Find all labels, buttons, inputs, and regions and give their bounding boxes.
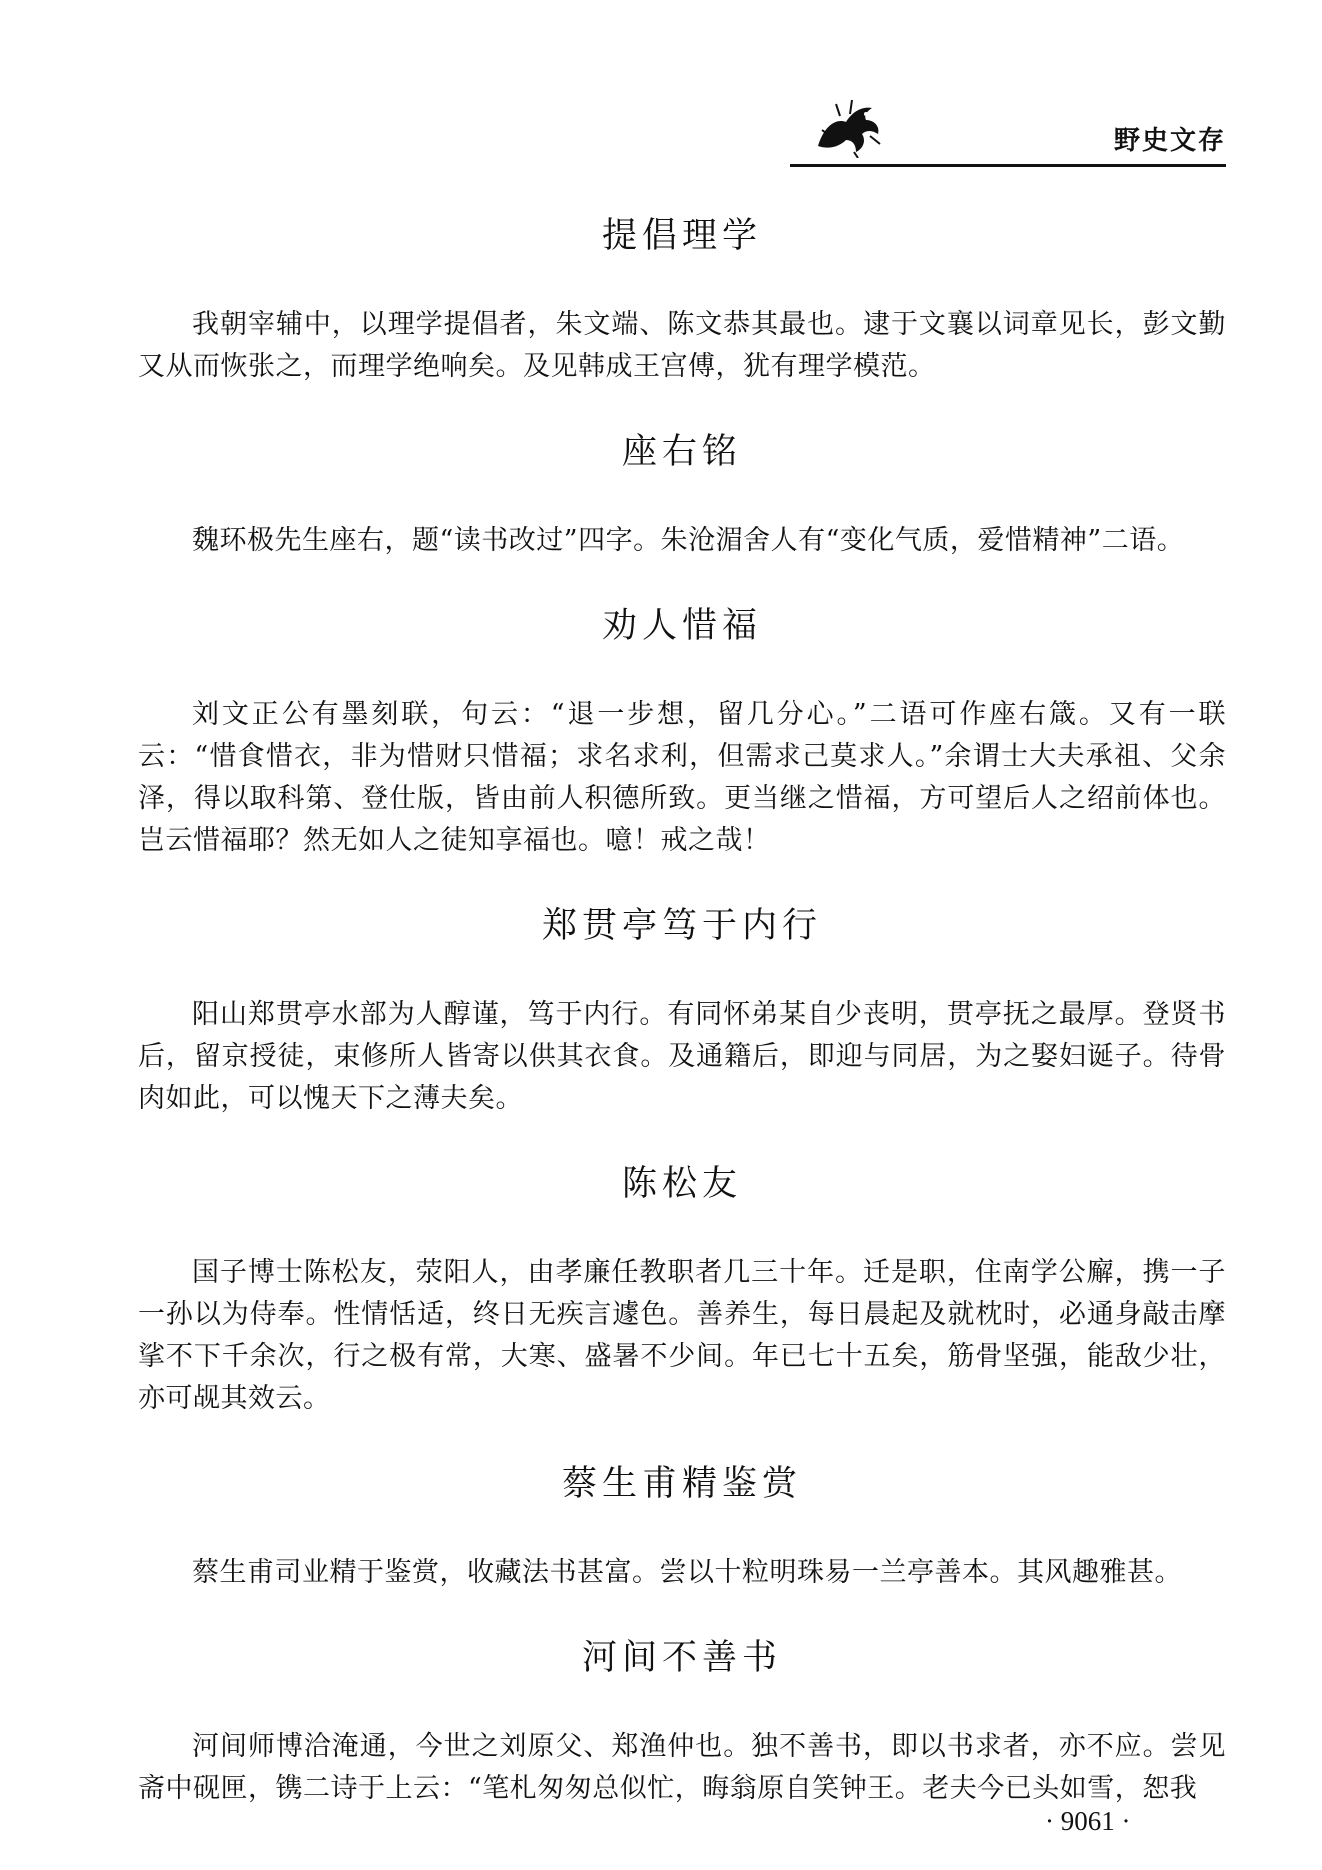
header-rule (790, 164, 1226, 167)
section-title: 提倡理学 (601, 216, 762, 256)
series-title: 野史文存 (1113, 126, 1226, 156)
section-title: 劝人惜福 (601, 606, 762, 646)
page-number: · 9061 · (1045, 1806, 1131, 1836)
section-title: 蔡生甫精鉴赏 (561, 1464, 802, 1504)
article-body (138, 214, 1226, 1852)
section-paragraph: 魏环极先生座右，题“读书改过”四字。朱沧湄舍人有“变化气质，爱惜精神”二语。 (192, 525, 1185, 556)
section-paragraph: 阳山郑贯亭水部为人醇谨，笃于内行。有同怀弟某自少丧明，贯亭抚之最厚。登贤书后，留京授徒，束修所人皆寄以供其衣食。及通籍后，即迎与同居，为之娶妇诞子。待骨肉如此，可以愧天下之薄夫矣。 (138, 999, 1226, 1114)
section-title: 陈松友 (621, 1164, 742, 1204)
section-paragraph: 我朝宰辅中，以理学提倡者，朱文端、陈文恭其最也。逮于文襄以词章见长，彭文勤又从而恢张之，而理学绝响矣。及见韩成王宫傅，犹有理学模范。 (138, 309, 1226, 382)
section-paragraph: 国子博士陈松友，荥阳人，由孝廉任教职者几三十年。迁是职，住南学公廨，携一子一孙以为侍奉。性情恬适，终日无疾言遽色。善养生，每日晨起及就枕时，必通身敲击摩挲不下千余次，行之极有常，大寒、盛暑不少间。年已七十五矣，筋骨坚强，能敌少壮，亦可觇其效云。 (138, 1257, 1226, 1414)
dragon-emblem-icon (810, 96, 886, 158)
section-title: 座右铭 (621, 432, 742, 472)
section-paragraph: 刘文正公有墨刻联，句云：“退一步想，留几分心。”二语可作座右箴。又有一联云：“惜食惜衣，非为惜财只惜福；求名求利，但需求己莫求人。”余谓士大夫承祖、父余泽，得以取科第、登仕版，皆由前人积德所致。更当继之惜福，方可望后人之绍前体也。岂云惜福耶？然无如人之徒知享福也。噫！戒之哉！ (138, 699, 1226, 856)
section-paragraph: 河间师博洽淹通，今世之刘原父、郑渔仲也。独不善书，即以书求者，亦不应。尝见斋中砚匣，镌二诗于上云：“笔札匆匆总似忙，晦翁原自笑钟王。老夫今已头如雪，恕我 (138, 1731, 1226, 1804)
section-paragraph: 蔡生甫司业精于鉴赏，收藏法书甚富。尝以十粒明珠易一兰亭善本。其风趣雅甚。 (192, 1557, 1182, 1588)
page-header (790, 96, 1226, 166)
section-title: 郑贯亭笃于内行 (541, 906, 822, 946)
section-title: 河间不善书 (581, 1638, 782, 1678)
